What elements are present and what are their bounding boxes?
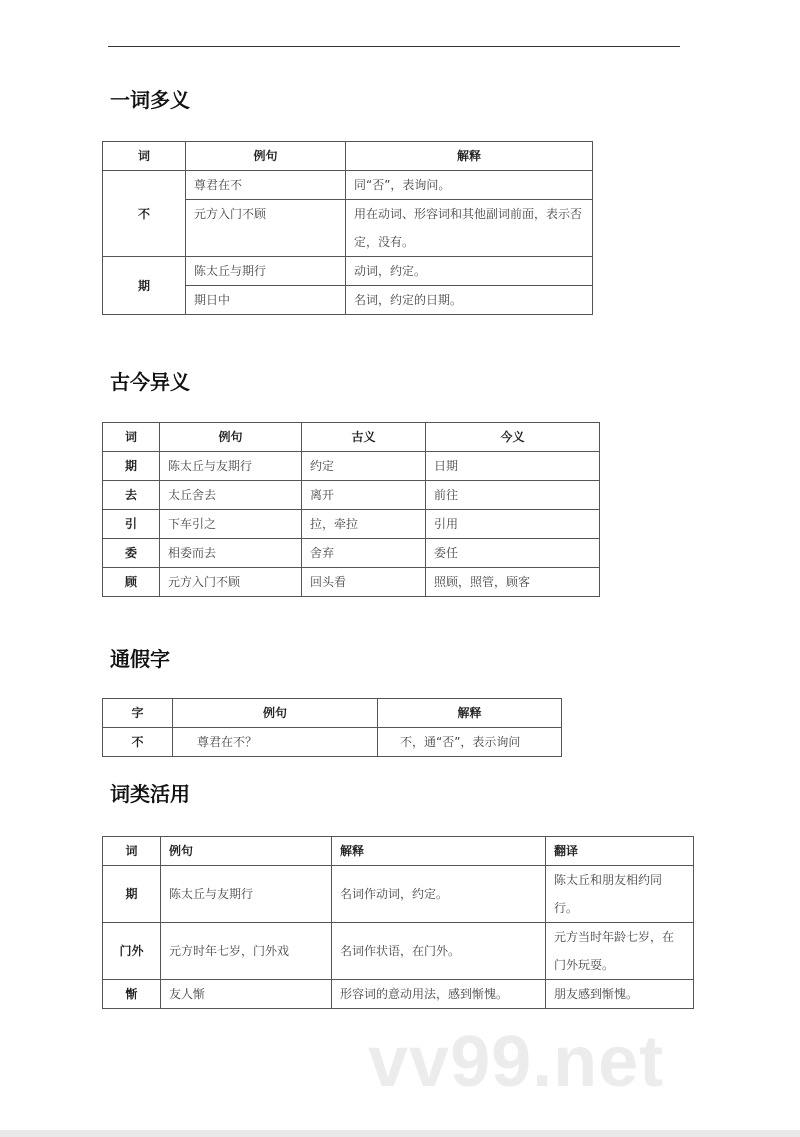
word-class-table <box>102 836 694 1009</box>
header-cell: 词 <box>103 837 161 866</box>
heading-polysemy: 一词多义 <box>110 88 190 112</box>
header-cell: 词 <box>103 423 160 452</box>
heading-ancient-modern: 古今异义 <box>110 370 190 394</box>
top-rule <box>108 46 680 47</box>
table-row <box>103 866 694 923</box>
modern-cell: 委任 <box>426 539 600 568</box>
meaning-cell: 名词，约定的日期。 <box>346 286 593 315</box>
ancient-modern-table <box>102 422 600 597</box>
example-cell: 陈太丘与友期行 <box>160 452 302 481</box>
modern-cell: 照顾，照管，顾客 <box>426 568 600 597</box>
translation-cell: 陈太丘和朋友相约同行。 <box>546 866 694 923</box>
header-cell: 例句 <box>186 142 346 171</box>
word-cell: 门外 <box>103 923 161 980</box>
table-row <box>103 510 600 539</box>
example-cell: 下车引之 <box>160 510 302 539</box>
word-cell: 不 <box>103 728 173 757</box>
table-row <box>103 257 593 286</box>
word-cell: 惭 <box>103 980 161 1009</box>
header-cell: 翻译 <box>546 837 694 866</box>
meaning-cell: 用在动词、形容词和其他副词前面，表示否定，没有。 <box>346 200 593 257</box>
example-cell: 友人惭 <box>161 980 332 1009</box>
translation-cell: 朋友感到惭愧。 <box>546 980 694 1009</box>
header-cell: 例句 <box>173 699 378 728</box>
table-row <box>103 481 600 510</box>
word-cell: 不 <box>103 171 186 257</box>
word-cell: 去 <box>103 481 160 510</box>
header-cell: 例句 <box>160 423 302 452</box>
heading-interchangeable: 通假字 <box>110 647 170 671</box>
header-cell: 古义 <box>302 423 426 452</box>
example-cell: 元方入门不顾 <box>186 200 346 257</box>
word-cell: 期 <box>103 866 161 923</box>
example-cell: 太丘舍去 <box>160 481 302 510</box>
header-cell: 今义 <box>426 423 600 452</box>
example-cell: 尊君在不 <box>186 171 346 200</box>
ancient-cell: 拉，牵拉 <box>302 510 426 539</box>
interchangeable-table <box>102 698 562 757</box>
ancient-cell: 离开 <box>302 481 426 510</box>
example-cell: 尊君在不？ <box>173 728 378 757</box>
modern-cell: 日期 <box>426 452 600 481</box>
header-cell: 字 <box>103 699 173 728</box>
word-cell: 引 <box>103 510 160 539</box>
ancient-cell: 约定 <box>302 452 426 481</box>
word-cell: 委 <box>103 539 160 568</box>
modern-cell: 前往 <box>426 481 600 510</box>
example-cell: 陈太丘与友期行 <box>161 866 332 923</box>
example-cell: 陈太丘与期行 <box>186 257 346 286</box>
table-row <box>103 539 600 568</box>
table-row <box>103 568 600 597</box>
header-cell: 解释 <box>346 142 593 171</box>
page-bottom-edge <box>0 1130 800 1137</box>
meaning-cell: 名词作状语，在门外。 <box>332 923 546 980</box>
heading-word-class: 词类活用 <box>110 782 190 806</box>
table-row <box>103 452 600 481</box>
header-cell: 解释 <box>378 699 562 728</box>
table-header-row <box>103 699 562 728</box>
meaning-cell: 形容词的意动用法，感到惭愧。 <box>332 980 546 1009</box>
polysemy-table <box>102 141 593 315</box>
meaning-cell: 名词作动词，约定。 <box>332 866 546 923</box>
ancient-cell: 舍弃 <box>302 539 426 568</box>
translation-cell: 元方当时年龄七岁，在门外玩耍。 <box>546 923 694 980</box>
table-header-row <box>103 423 600 452</box>
table-row <box>103 728 562 757</box>
word-cell: 顾 <box>103 568 160 597</box>
watermark: vv99.net <box>368 1022 665 1102</box>
example-cell: 元方入门不顾 <box>160 568 302 597</box>
modern-cell: 引用 <box>426 510 600 539</box>
header-cell: 词 <box>103 142 186 171</box>
meaning-cell: 同“否”，表询问。 <box>346 171 593 200</box>
word-cell: 期 <box>103 257 186 315</box>
ancient-cell: 回头看 <box>302 568 426 597</box>
example-cell: 元方时年七岁，门外戏 <box>161 923 332 980</box>
meaning-cell: 不，通“否”，表示询问 <box>378 728 562 757</box>
example-cell: 相委而去 <box>160 539 302 568</box>
table-header-row <box>103 142 593 171</box>
header-cell: 解释 <box>332 837 546 866</box>
table-row <box>103 923 694 980</box>
header-cell: 例句 <box>161 837 332 866</box>
table-row <box>103 980 694 1009</box>
meaning-cell: 动词，约定。 <box>346 257 593 286</box>
table-header-row <box>103 837 694 866</box>
word-cell: 期 <box>103 452 160 481</box>
table-row <box>103 171 593 200</box>
example-cell: 期日中 <box>186 286 346 315</box>
